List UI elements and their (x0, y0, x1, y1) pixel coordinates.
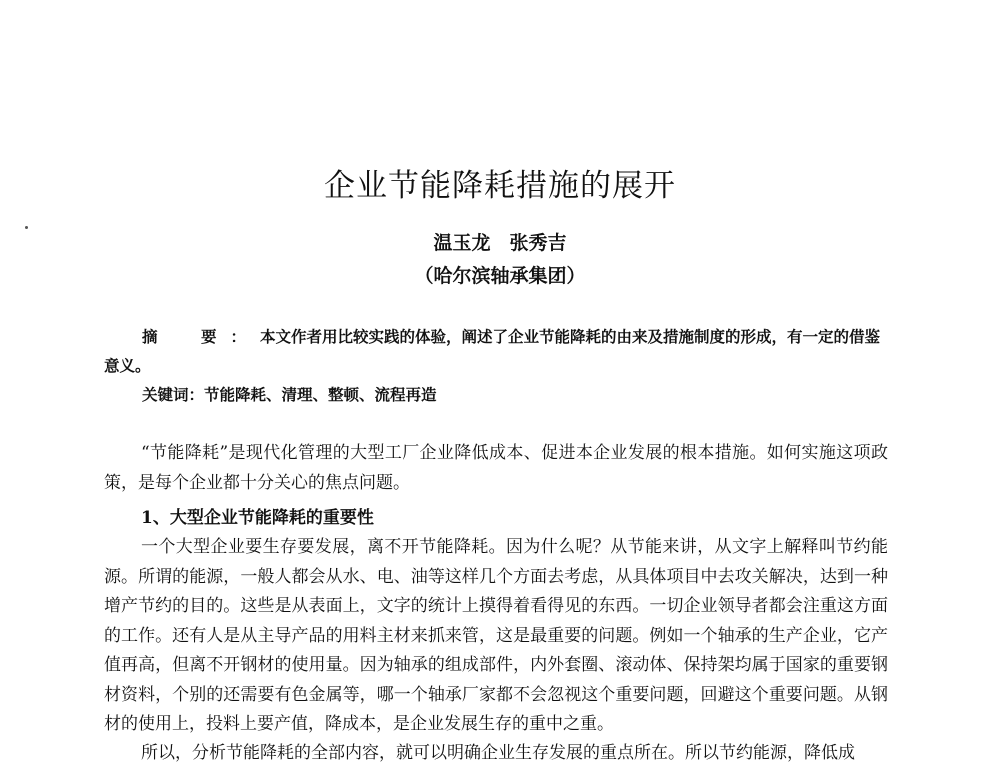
abstract (104, 322, 888, 380)
section-heading-1: 1、大型企业节能降耗的重要性 (141, 508, 374, 528)
author-names: 温玉龙 张秀吉 (433, 232, 567, 254)
body-paragraph-continuation: 所以，分析节能降耗的全部内容，就可以明确企业生存发展的重点所在。所以节约能源，降低成 (141, 743, 855, 763)
abstract-text: 本文作者用比较实践的体验，阐述了企业节能降耗的由来及措施制度的形成，有一定的借鉴意义。 (104, 327, 881, 375)
abstract-label: 摘 要： (142, 327, 261, 346)
author-affiliation: （哈尔滨轴承集团） (414, 265, 586, 287)
page-title: 企业节能降耗措施的展开 (324, 168, 676, 204)
body-paragraph-importance: 一个大型企业要生存要发展，离不开节能降耗。因为什么呢？从节能来讲，从文字上解释叫节约能源。所谓的能源，一般人都会从水、电、油等这样几个方面去考虑，从具体项目中去攻关解决，达到一种增产节约的目的。这些是从表面上，文字的统计上摸得着看得见的东西。一切企业领导者都会注重这方面的工作。还有人是从主导产品的用料主材来抓来管，这是最重要的问题。例如一个轴承的生产企业，它产值再高，但离不开钢材的使用量。因为轴承的组成部件，内外套圈、滚动体、保持架均属于国家的重要钢材资料，个别的还需要有色金属等，哪一个轴承厂家都不会忽视这个重要问题，回避这个重要问题。从钢材的使用上，投料上要产值，降成本，是企业发展生存的重中之重。 (104, 537, 888, 734)
body-paragraph-intro: “节能降耗”是现代化管理的大型工厂企业降低成本、促进本企业发展的根本措施。如何实施这项政策，是每个企业都十分关心的焦点问题。 (104, 443, 888, 493)
keywords (142, 380, 882, 409)
keywords-text: 节能降耗、清理、整顿、流程再造 (204, 385, 437, 404)
keywords-label: 关键词： (142, 385, 205, 404)
